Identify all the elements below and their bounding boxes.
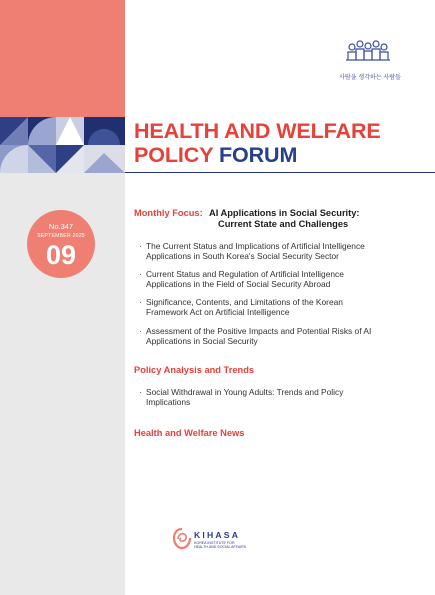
item-line: Social Withdrawal in Young Adults: Trends and Policy <box>146 387 344 397</box>
bullet: · <box>139 269 142 279</box>
monthly-focus-title <box>209 208 360 230</box>
news-heading: Health and Welfare News <box>134 428 245 438</box>
focus-title-line-1: AI Applications in Social Security: <box>209 208 360 218</box>
list-item <box>139 269 399 289</box>
monthly-focus-label: Monthly Focus: <box>134 208 203 218</box>
bullet: · <box>139 387 142 397</box>
title-forum: FORUM <box>218 143 298 167</box>
policy-analysis-heading: Policy Analysis and Trends <box>134 365 255 375</box>
title-rule <box>125 172 435 173</box>
issue-date: SEPTEMBER 2025 <box>37 233 85 239</box>
list-item <box>139 297 399 317</box>
focus-title-line-2: Current State and Challenges <box>218 219 349 229</box>
item-line: Current Status and Regulation of Artificial Intelligence <box>146 269 344 279</box>
coral-header-block <box>0 0 125 117</box>
page-title <box>134 119 381 167</box>
bullet: · <box>139 297 142 307</box>
list-item <box>139 241 399 261</box>
item-line: Framework Act on Artificial Intelligence <box>146 307 290 317</box>
list-item <box>139 326 399 346</box>
issue-month: 09 <box>45 240 77 270</box>
bullet: · <box>139 241 142 251</box>
publisher-name: KIHASA <box>194 530 241 540</box>
geometric-pattern <box>0 117 125 173</box>
item-line: Applications in South Korea's Social Security Sector <box>146 251 339 261</box>
item-line: Significance, Contents, and Limitations of the Korean <box>146 297 343 307</box>
kihasa-logo-icon <box>172 527 192 551</box>
item-line: The Current Status and Implications of Artificial Intelligence <box>146 241 365 251</box>
logo-tagline: 사람을 생각하는 사람들 <box>339 74 401 81</box>
title-line-1: HEALTH AND WELFARE <box>134 119 381 143</box>
issue-badge <box>27 210 95 278</box>
bullet: · <box>139 326 142 336</box>
title-policy: POLICY <box>134 143 214 167</box>
publisher-full-line-1: KOREA INSTITUTE FOR <box>194 541 235 545</box>
item-line: Applications in the Field of Social Security Abroad <box>146 279 331 289</box>
item-line: Applications in Social Security <box>146 336 258 346</box>
publisher-full-line-2: HEALTH AND SOCIAL AFFAIRS <box>194 545 247 550</box>
item-line: Implications <box>146 397 191 407</box>
issue-number: No.347 <box>48 222 74 231</box>
list-item <box>139 387 399 407</box>
publisher-full-name <box>194 541 254 550</box>
item-line: Assessment of the Positive Impacts and Potential Risks of AI <box>146 326 372 336</box>
